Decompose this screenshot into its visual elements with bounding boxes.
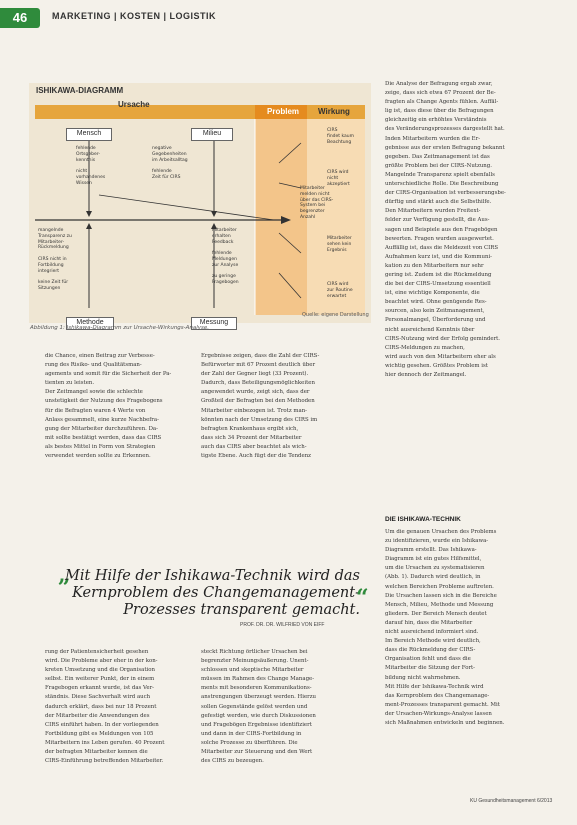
- category-methode: Methode: [66, 317, 114, 330]
- mensch-causes: fehlende Ortsgeber- kenntnis nicht vorhandenes Wissen: [76, 146, 106, 186]
- pull-quote: Mit Hilfe der Ishikawa-Technik wird das Kernproblem des Changemanagement-Prozesses transparent gemacht.: [64, 568, 360, 618]
- band-problem: Problem: [267, 107, 300, 116]
- page-header: [0, 8, 577, 30]
- milieu-causes: negative Gegebenheiten im Arbeitsalltag fehlende Zeit für CIRS: [152, 146, 188, 180]
- subheading-ishikawa: DIE ISHIKAWA-TECHNIK: [385, 516, 461, 523]
- quote-author: PROF. DR. DR. WILFRIED VON EIFF: [240, 622, 325, 628]
- figure-credit: Quelle: eigene Darstellung: [302, 312, 369, 318]
- page-number: 46: [0, 8, 40, 28]
- effect-3: Mitarbeiter sehen kein Ergebnis: [327, 236, 352, 253]
- column-mid-top: Ergebnisse zeigen, dass die Zahl der CIRS- Befürworter mit 67 Prozent deutlich über der Zahl der Gegner liegt (33 Prozent). Dadurch, dass Beteiligungsmöglichkeiten angewendet wurde, zeigt sich, dass der Großteil der Befragten bei den Methoden Mitarbeiter einbezogen ist. Trotz man- könnten nach der Umsetzung des CIRS im befragten Krankenhaus ergibt sich, dass sich 34 Prozent der Mitarbeiter auch das CIRS aber beachtet als wich- tigste Ebene. Auch fügt der die Tendenz: [201, 353, 320, 460]
- column-left-top: die Chance, einen Beitrag zur Verbesse- rung des Risiko- und Qualitätsman- agements und somit für die Sicherheit der Pa- tienten zu leisten. Der Zeitmangel sowie die schlechte unstetigkeit der Nutzung des Fragebogens für die Befragten waren 4 Werte von Anlass gesammelt, eine kurze Nachbefra- gung der Mitarbeiter durchzuführen. Da- mit sollte bestätigt werden, dass das CIRS als bestes Mittel in Form von Strategien verwendet werden sollte zu Erkennen.: [45, 353, 172, 460]
- page-footer: KU Gesundheitsmanagement 6/2013: [470, 798, 553, 804]
- category-messung: Messung: [191, 317, 237, 330]
- category-mensch: Mensch: [66, 128, 112, 141]
- column-left-bottom: rung der Patientensicherheit gesehen wird. Die Probleme aber eher in der kon- kreten Umsetzung und die Organisation selbst. Ein weiterer Punkt, der in einem Fragebogen erkannt wurde, ist das Ver- ständnis. Diese Sachverhalt wird auch dadurch erklärt, dass bei nur 18 Prozent der Mitarbeiter die Anwendungen des CIRS einführt haben. In der vorliegenden Fortbildung gibt es Meldungen von 105 Mitarbeitern ins Leben gerufen. 40 Prozent der befragten Mitarbeiter kennen die CIRS-Einführung betreffenden Mitarbeiter.: [45, 649, 165, 765]
- column-mid-bottom: steckt Richtung örtlicher Ursachen bei begrenzter Meinungsäußerung. Unent- schlossen und skeptische Mitarbeiter müssen im Rahmen des Change Manage- ments mit besonderen Kommunikations- anstrengungen überzeugt werden. Hierzu sollen Gegenstände gelöst werden und gefestigt werden, wie durch Diskussionen und Fragebögen Ergebnisse identifiziert und dann in der CIRS-Fortbildung in solche Prozesse zu überführen. Die Mitarbeiter zur Steuerung und den Wert des CIRS zu bezeugen.: [201, 649, 317, 765]
- effect-1: CIRS findet kaum Beachtung: [327, 128, 355, 145]
- column-right-top: Die Analyse der Befragung ergab zwar, zeige, dass sich etwa 67 Prozent der Be- fragten als Change Agents fühlen. Auffäl- lig ist, dass diese über die Befragungen gleichzeitig ein erhöhtes Verständnis des Veränderungsprozesses dargestellt hat. Inden Mitarbeitern wurden die Er- gebnisse aus der ersten Befragung bekannt gegeben. Das Zeitmanagement ist das größte Problem bei der CIRS-Nutzung. Mangelnde Transparenz spielt ebenfalls unterschiedliche Rolle. Die Beschreibung der CIRS-Organisation ist verbesserungsbe- dürftig und stärkt auch die Selbsthilfe. Den Mitarbeitern wurden Freitext- felder zur Verfügung gestellt, die Aus- sagen und Beispiele aus den Fragebögen bewerten. Fragen wurden ausgewertet. Auffällig ist, dass die Meldezeit von CIRS Aufnahmen kurz ist, und die Kommuni- kation zu den Mitarbeitern nur sehr gering ist. Zudem ist die Rückmeldung die bei der CIRS-Umsetzung essentiell ist, eine wichtige Komponente, die beachtet wird. Ohne genügende Res- sourcen, also kein Zeitmanagement, Personalmangel, Überforderung und nicht ausreichend Kenntnis über CIRS-Nutzung wird der Erfolg gemindert. CIRS-Meldungen zu machen, wird auch von den Mitarbeitern eher als wichtig gesehen. Größtes Problem ist hier dennoch der Zeitmangel.: [385, 81, 506, 378]
- messung-causes: Mitarbeiter erhalten Feedback fehlende Meldungen zur Analyse zu geringe Fragebogen: [212, 228, 239, 286]
- band-effect: Wirkung: [318, 107, 350, 116]
- effect-2: CIRS wird nicht akzeptiert: [327, 170, 350, 187]
- quote-close-mark: “: [356, 585, 369, 611]
- band-cause: Ursache: [118, 100, 150, 109]
- problem-statement: Mitarbeiter melden nicht über das CIRS- System bei begrenzter Anzahl: [300, 186, 334, 220]
- section-title: MARKETING | KOSTEN | LOGISTIK: [52, 11, 217, 21]
- effect-4: CIRS wird zur Routine erwartet: [327, 282, 353, 299]
- figure-title: ISHIKAWA-DIAGRAMM: [36, 86, 124, 95]
- category-milieu: Milieu: [191, 128, 233, 141]
- quote-open-mark: „: [58, 562, 71, 588]
- column-right-bottom: Um die genauen Ursachen des Problems zu identifizieren, wurde ein Ishikawa- Diagramm erstellt. Das Ishikawa- Diagramm ist ein gutes Hilfsmittel, um die Ursachen zu systematisieren (Abb. 1). Dadurch wird deutlich, in welchen Bereichen Probleme auftreten. Die Ursachen lassen sich in die Bereiche Mensch, Milieu, Methode und Messung gliedern. Der Bereich Mensch deutet darauf hin, dass die Mitarbeiter nicht ausreichend informiert sind. Im Bereich Methode wird deutlich, dass die Rückmeldung der CIRS- Organisation fehlt und dass die Mitarbeiter die Sitzung der Fort- bildung nicht wahrnehmen. Mit Hilfe der Ishikawa-Technik wird das Kernproblem des Changemanage- ment-Prozesses transparent gemacht. Mit der Ursachen-Wirkungs-Analyse lassen sich Maßnahmen entwickeln und beginnen.: [385, 529, 505, 726]
- figure-caption: Abbildung 1: Ishikawa-Diagramm zur Ursache-Wirkungs-Analyse.: [30, 325, 210, 331]
- methode-causes: mangelnde Transparenz zu Mitarbeiter- Rückmeldung CIRS nicht in Fortbildung integriert keine Zeit für Sitzungen: [38, 228, 72, 291]
